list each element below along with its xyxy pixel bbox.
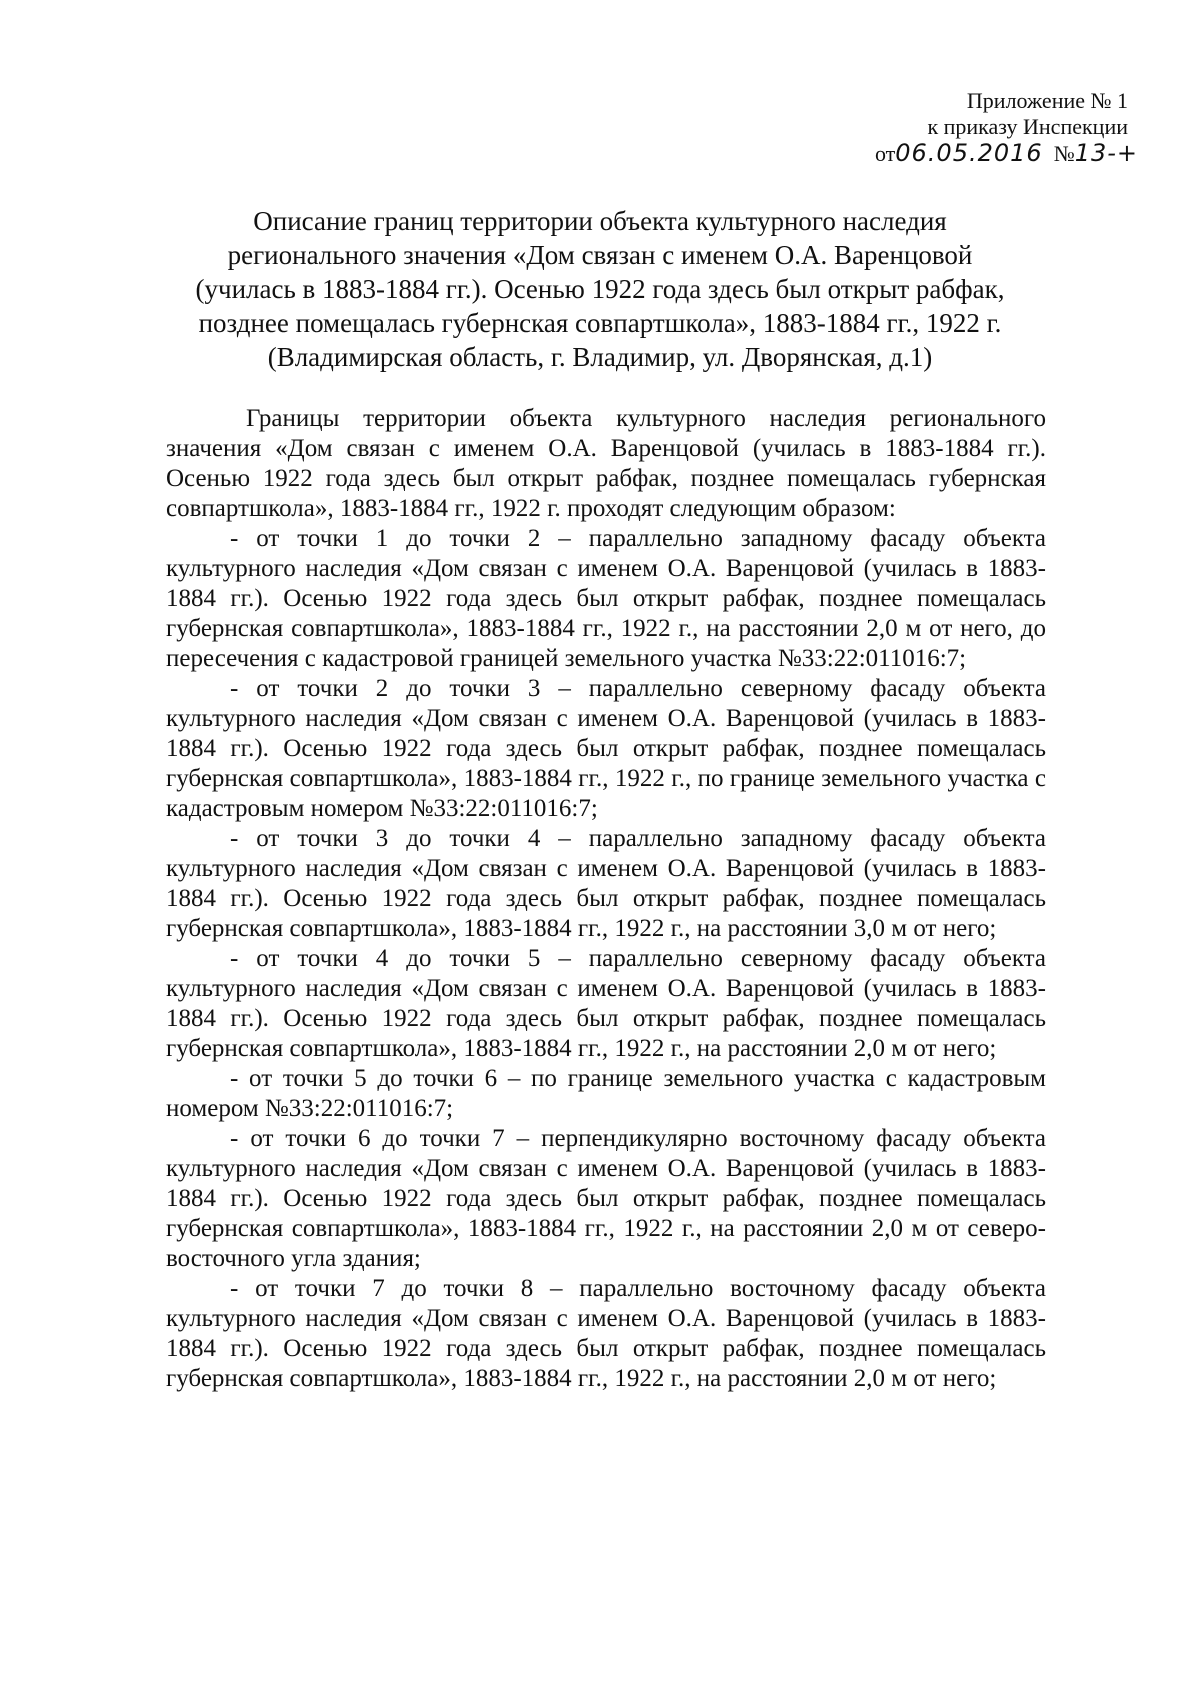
- document-body: [166, 404, 1046, 1394]
- annex-number-prefix: №: [1053, 141, 1075, 166]
- boundary-item: - от точки 3 до точки 4 – параллельно западному фасаду объекта культурного наследия «Дом связан с именем О.А. Варенцовой (училась в 1883-1884 гг.). Осенью 1922 года здесь был открыт рабфак, позднее помещалась губернская совпартшкола», 1883-1884 гг., 1922 г., на расстоянии 3,0 м от него;: [166, 825, 1046, 942]
- document-title: [150, 204, 1050, 374]
- handwritten-number: 13-+: [1074, 139, 1138, 167]
- boundary-item: - от точки 6 до точки 7 – перпендикулярно восточному фасаду объекта культурного наследия «Дом связан с именем О.А. Варенцовой (училась в 1883-1884 гг.). Осенью 1922 года здесь был открыт рабфак, позднее помещалась губернская совпартшкола», 1883-1884 гг., 1922 г., на расстоянии 2,0 м от северо-восточного угла здания;: [166, 1125, 1046, 1272]
- title-line: регионального значения «Дом связан с именем О.А. Варенцовой: [227, 240, 973, 270]
- title-line: Описание границ территории объекта культурного наследия: [253, 206, 947, 236]
- annex-header: [808, 88, 1138, 167]
- intro-paragraph: Границы территории объекта культурного наследия регионального значения «Дом связан с именем О.А. Варенцовой (училась в 1883-1884 гг.). Осенью 1922 года здесь был открыт рабфак, позднее помещалась губернская совпартшкола», 1883-1884 гг., 1922 г. проходят следующим образом:: [166, 405, 1046, 522]
- annex-date-prefix: от: [874, 141, 896, 166]
- title-line: позднее помещалась губернская совпартшкола», 1883-1884 гг., 1922 г.: [198, 308, 1002, 338]
- annex-date-number: [808, 140, 1138, 167]
- annex-title: Приложение № 1: [966, 88, 1128, 113]
- handwritten-date: 06.05.2016: [895, 139, 1043, 167]
- annex-order-reference: к приказу Инспекции: [927, 114, 1128, 139]
- boundary-item: - от точки 5 до точки 6 – по границе земельного участка с кадастровым номером №33:22:011016:7;: [166, 1065, 1046, 1122]
- boundary-item: - от точки 4 до точки 5 – параллельно северному фасаду объекта культурного наследия «Дом связан с именем О.А. Варенцовой (училась в 1883-1884 гг.). Осенью 1922 года здесь был открыт рабфак, позднее помещалась губернская совпартшкола», 1883-1884 гг., 1922 г., на расстоянии 2,0 м от него;: [166, 945, 1046, 1062]
- boundary-item: - от точки 7 до точки 8 – параллельно восточному фасаду объекта культурного наследия «Дом связан с именем О.А. Варенцовой (училась в 1883-1884 гг.). Осенью 1922 года здесь был открыт рабфак, позднее помещалась губернская совпартшкола», 1883-1884 гг., 1922 г., на расстоянии 2,0 м от него;: [166, 1275, 1046, 1392]
- title-line: (Владимирская область, г. Владимир, ул. Дворянская, д.1): [267, 342, 933, 372]
- title-line: (училась в 1883-1884 гг.). Осенью 1922 года здесь был открыт рабфак,: [195, 274, 1005, 304]
- boundary-item: - от точки 2 до точки 3 – параллельно северному фасаду объекта культурного наследия «Дом связан с именем О.А. Варенцовой (училась в 1883-1884 гг.). Осенью 1922 года здесь был открыт рабфак, позднее помещалась губернская совпартшкола», 1883-1884 гг., 1922 г., по границе земельного участка с кадастровым номером №33:22:011016:7;: [166, 675, 1046, 822]
- boundary-item: - от точки 1 до точки 2 – параллельно западному фасаду объекта культурного наследия «Дом связан с именем О.А. Варенцовой (училась в 1883-1884 гг.). Осенью 1922 года здесь был открыт рабфак, позднее помещалась губернская совпартшкола», 1883-1884 гг., 1922 г., на расстоянии 2,0 м от него, до пересечения с кадастровой границей земельного участка №33:22:011016:7;: [166, 525, 1046, 672]
